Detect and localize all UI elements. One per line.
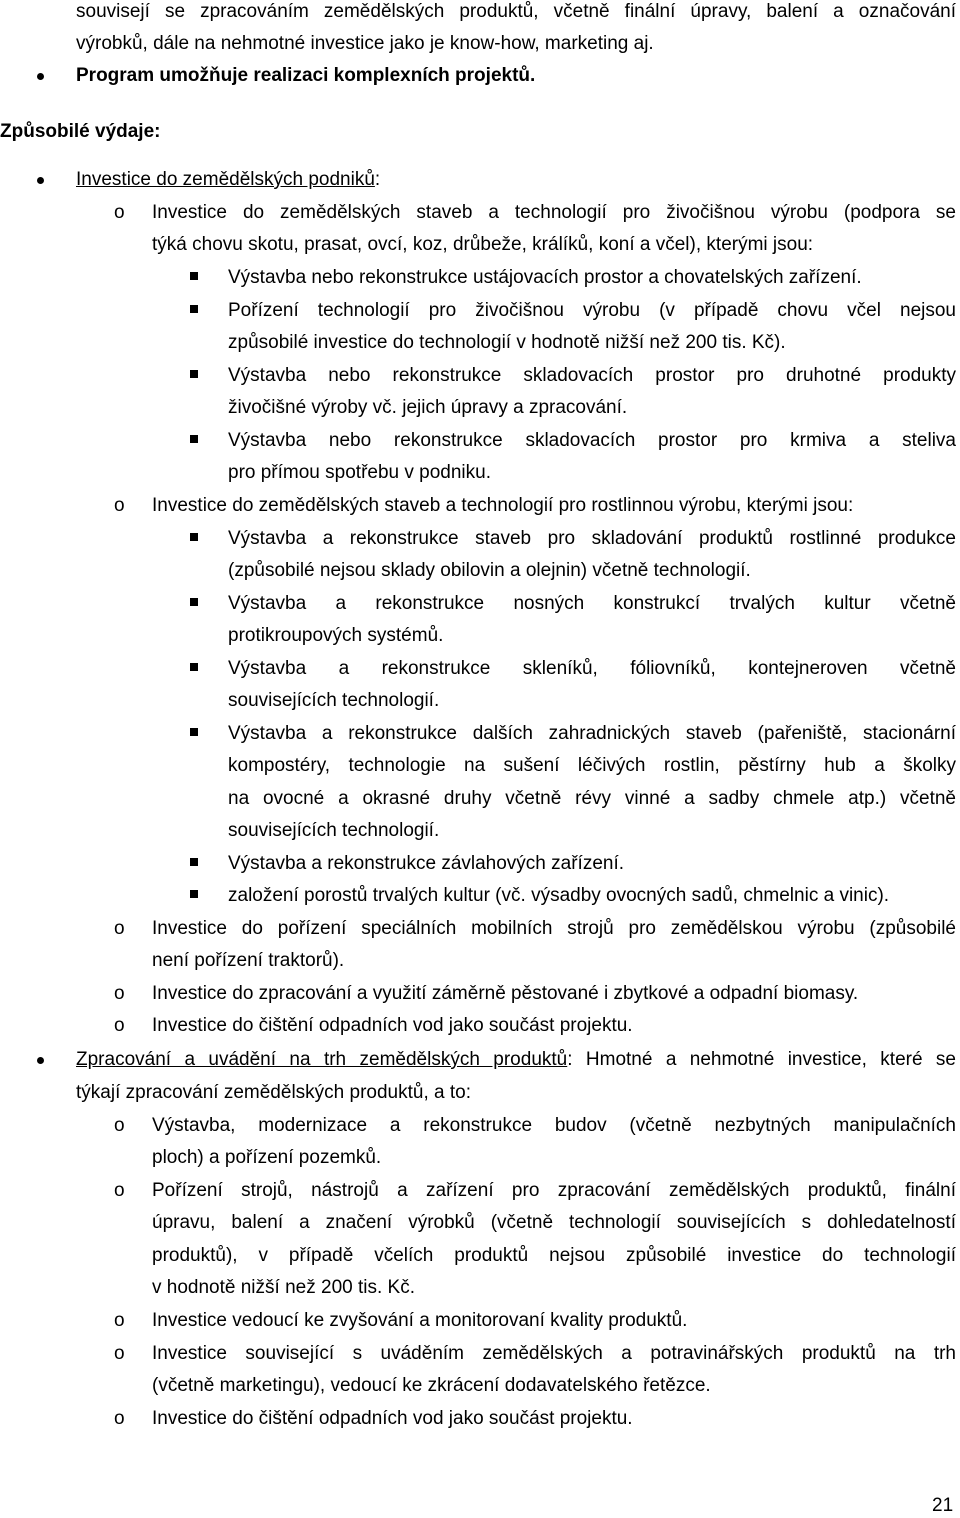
section-heading: Způsobilé výdaje: <box>0 121 161 142</box>
circle-bullet: o <box>114 495 125 516</box>
section-title-text: Zpracování a uvádění na trh zemědělských produktů <box>76 1049 568 1070</box>
bullet-text: Program umožňuje realizaci komplexních projektů. <box>76 65 536 86</box>
square-bullet <box>190 598 198 606</box>
square-bullet <box>190 728 198 736</box>
circle-bullet: o <box>114 983 125 1004</box>
text-line: pro přímou spotřebu v podniku. <box>228 462 491 483</box>
circle-bullet: o <box>114 1180 125 1201</box>
text-line: týkají zpracování zemědělských produktů, a to: <box>76 1082 471 1103</box>
text-line: (včetně marketingu), vedoucí ke zkrácení dodavatelského řetězce. <box>152 1375 711 1396</box>
text-line: Výstavba nebo rekonstrukce ustájovacích prostor a chovatelských zařízení. <box>228 267 862 288</box>
text-line: Investice do pořízení speciálních mobilních strojů pro zemědělskou výrobu (způsobilé <box>152 918 956 939</box>
square-bullet <box>190 890 198 898</box>
square-bullet <box>190 305 198 313</box>
text-line: Výstavba, modernizace a rekonstrukce budov (včetně nezbytných manipulačních <box>152 1115 956 1136</box>
text-line: Výstavba a rekonstrukce staveb pro skladování produktů rostlinné produkce <box>228 528 956 549</box>
text-line: Pořízení technologií pro živočišnou výrobu (v případě chovu včel nejsou <box>228 300 956 321</box>
text-line: Investice do zpracování a využití záměrně pěstované i zbytkové a odpadní biomasy. <box>152 983 859 1004</box>
circle-bullet: o <box>114 1310 125 1331</box>
square-bullet <box>190 858 198 866</box>
bullet-dot <box>37 73 44 80</box>
text-line: způsobilé investice do technologií v hodnotě nižší než 200 tis. Kč). <box>228 332 786 353</box>
bullet-dot <box>37 177 44 184</box>
square-bullet <box>190 272 198 280</box>
text-line: (způsobilé nejsou sklady obilovin a olejnin) včetně technologií. <box>228 560 751 581</box>
text-line: souvisejících technologií. <box>228 820 440 841</box>
text-line: Výstavba a rekonstrukce nosných konstrukcí trvalých kultur včetně <box>228 593 956 614</box>
section-title <box>76 1048 956 1072</box>
bullet-dot <box>37 1057 44 1064</box>
circle-bullet: o <box>114 1343 125 1364</box>
text-line: protikroupových systémů. <box>228 625 444 646</box>
text-line: týká chovu skotu, prasat, ovcí, koz, drůbeže, králíků, koní a včel), kterými jsou: <box>152 234 814 255</box>
circle-bullet: o <box>114 1015 125 1036</box>
text-line: není pořízení traktorů). <box>152 950 345 971</box>
section-title <box>76 168 380 192</box>
circle-bullet: o <box>114 202 125 223</box>
text-line: založení porostů trvalých kultur (vč. výsadby ovocných sadů, chmelnic a vinic). <box>228 885 890 906</box>
section-title-text: Investice do zemědělských podniků <box>76 169 375 190</box>
text-line: Investice vedoucí ke zvyšování a monitorovaní kvality produktů. <box>152 1310 688 1331</box>
text-line: Investice do zemědělských staveb a technologií pro živočišnou výrobu (podpora se <box>152 202 956 223</box>
circle-bullet: o <box>114 1408 125 1429</box>
square-bullet <box>190 663 198 671</box>
text-line: Výstavba a rekonstrukce dalších zahradnických staveb (pařeniště, stacionární <box>228 723 956 744</box>
circle-bullet: o <box>114 1115 125 1136</box>
text-line: Výstavba a rekonstrukce skleníků, fóliovníků, kontejneroven včetně <box>228 658 956 679</box>
text-line: kompostéry, technologie na sušení léčivých rostlin, pěstírny hub a školky <box>228 755 956 776</box>
text-line: Výstavba nebo rekonstrukce skladovacích prostor pro krmiva a steliva <box>228 430 956 451</box>
text-line: Investice do čištění odpadních vod jako součást projektu. <box>152 1015 633 1036</box>
page-number: 21 <box>932 1495 954 1516</box>
text-line: Investice související s uváděním zemědělských a potravinářských produktů na trh <box>152 1343 956 1364</box>
text-line: souvisejí se zpracováním zemědělských produktů, včetně finální úpravy, balení a označování <box>76 1 956 22</box>
text-line: Investice do zemědělských staveb a technologií pro rostlinnou výrobu, kterými jsou: <box>152 495 854 516</box>
text-line: souvisejících technologií. <box>228 690 440 711</box>
square-bullet <box>190 533 198 541</box>
colon: : <box>374 169 381 190</box>
text-line: výrobků, dále na nehmotné investice jako je know-how, marketing aj. <box>76 33 654 54</box>
text-line: Výstavba a rekonstrukce závlahových zařízení. <box>228 853 625 874</box>
text-line: v hodnotě nižší než 200 tis. Kč. <box>152 1277 415 1298</box>
text-line: úpravu, balení a značení výrobků (včetně technologií souvisejících s dohledatelností <box>152 1212 956 1233</box>
square-bullet <box>190 435 198 443</box>
text-line: Pořízení strojů, nástrojů a zařízení pro zpracování zemědělských produktů, finální <box>152 1180 956 1201</box>
text-line: produktů), v případě včelích produktů nejsou způsobilé investice do technologií <box>152 1245 956 1266</box>
text-line: na ovocné a okrasné druhy včetně révy vinné a sadby chmele atp.) včetně <box>228 788 956 809</box>
text-line: živočišné výroby vč. jejich úpravy a zpracování. <box>228 397 628 418</box>
text-line: ploch) a pořízení pozemků. <box>152 1147 382 1168</box>
text-line: Investice do čištění odpadních vod jako součást projektu. <box>152 1408 633 1429</box>
text-line: Výstavba nebo rekonstrukce skladovacích prostor pro druhotné produkty <box>228 365 956 386</box>
square-bullet <box>190 370 198 378</box>
circle-bullet: o <box>114 918 125 939</box>
section-title-rest: : Hmotné a nehmotné investice, které se <box>567 1049 956 1070</box>
